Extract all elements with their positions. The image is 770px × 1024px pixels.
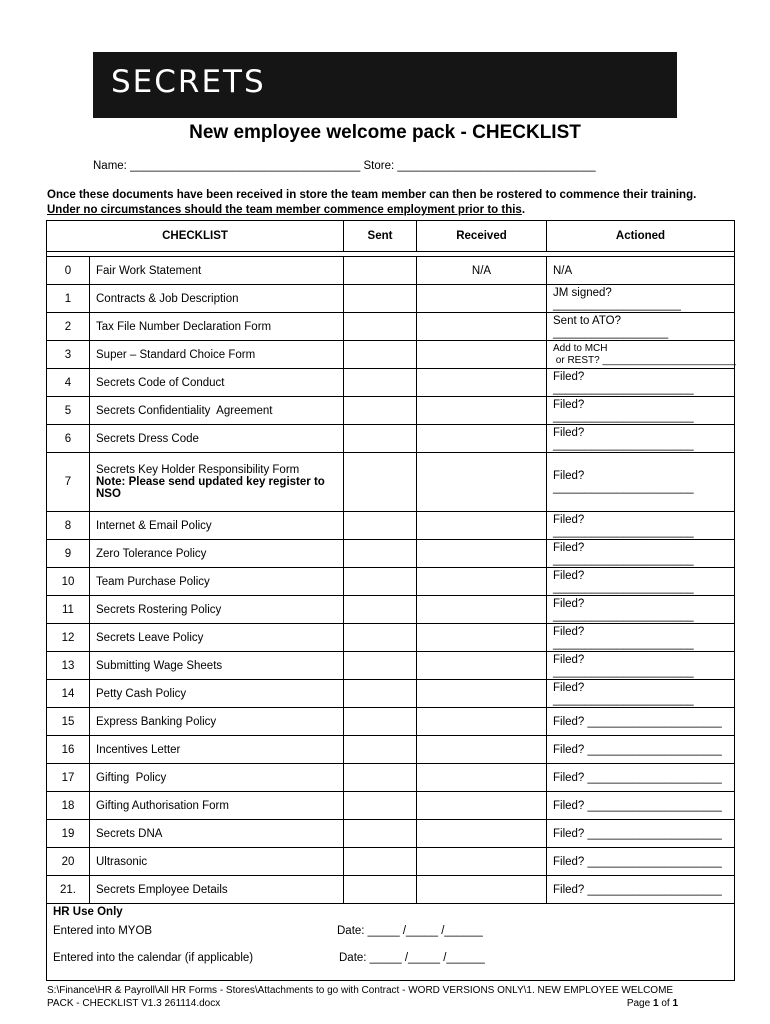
table-row — [47, 876, 735, 904]
row-sent[interactable] — [344, 540, 417, 568]
row-number: 13 — [47, 652, 90, 680]
row-actioned[interactable]: Filed? _____________________ — [547, 736, 735, 764]
row-item: Secrets Rostering Policy — [90, 596, 344, 624]
actioned-line-1: Add to MCH — [553, 342, 608, 354]
hr-date-field[interactable]: Date: _____ /_____ /______ — [339, 952, 485, 964]
row-item-text: Secrets Key Holder Responsibility Form — [96, 464, 300, 476]
hr-date-field[interactable]: Date: _____ /_____ /______ — [337, 925, 483, 937]
table-row — [47, 680, 735, 708]
hr-row-calendar — [53, 945, 728, 972]
instruction-line-1: Once these documents have been received in store the team member can then be rostered to commence their training. — [47, 189, 697, 201]
row-item: Gifting Authorisation Form — [90, 792, 344, 820]
row-sent[interactable] — [344, 425, 417, 453]
row-item: Secrets Leave Policy — [90, 624, 344, 652]
row-item: Internet & Email Policy — [90, 512, 344, 540]
row-actioned[interactable]: Filed? ______________________ — [547, 568, 735, 596]
row-received[interactable] — [417, 820, 547, 848]
footer-path-line-1: S:\Finance\HR & Payroll\All HR Forms - Stores\Attachments to go with Contract - WORD VERSIONS ONLY\1. NEW EMPLOYEE WELCOME — [47, 985, 674, 996]
row-sent[interactable] — [344, 792, 417, 820]
row-number: 10 — [47, 568, 90, 596]
row-actioned[interactable]: JM signed? ____________________ — [547, 285, 735, 313]
row-received[interactable] — [417, 624, 547, 652]
row-sent[interactable] — [344, 708, 417, 736]
row-actioned[interactable]: Filed? _____________________ — [547, 792, 735, 820]
row-received[interactable] — [417, 425, 547, 453]
table-row — [47, 453, 735, 512]
hr-row-label: Entered into the calendar (if applicable) — [53, 952, 254, 964]
table-row — [47, 708, 735, 736]
page-total: 1 — [672, 998, 678, 1009]
row-item — [90, 453, 344, 512]
table-row — [47, 313, 735, 341]
row-number: 14 — [47, 680, 90, 708]
row-item: Tax File Number Declaration Form — [90, 313, 344, 341]
row-item: Fair Work Statement — [90, 257, 344, 285]
row-sent[interactable] — [344, 369, 417, 397]
row-received[interactable] — [417, 596, 547, 624]
row-received[interactable] — [417, 652, 547, 680]
row-number: 18 — [47, 792, 90, 820]
hr-row-myob — [53, 918, 728, 945]
row-sent[interactable] — [344, 313, 417, 341]
row-sent[interactable] — [344, 257, 417, 285]
instruction-period: . — [521, 204, 526, 216]
footer-path-line-2: PACK - CHECKLIST V1.3 261114.docx — [47, 998, 221, 1009]
table-row — [47, 285, 735, 313]
row-actioned[interactable]: Filed? ______________________ — [547, 397, 735, 425]
row-item: Team Purchase Policy — [90, 568, 344, 596]
instruction-line-2 — [47, 204, 525, 216]
table-row — [47, 257, 735, 285]
row-sent[interactable] — [344, 876, 417, 904]
row-actioned[interactable]: Filed? ______________________ — [547, 425, 735, 453]
row-received[interactable] — [417, 512, 547, 540]
header-received: Received — [417, 221, 547, 252]
row-number: 3 — [47, 341, 90, 369]
row-number: 21. — [47, 876, 90, 904]
hr-use-title: HR Use Only — [53, 906, 123, 918]
brand-logo: SECRETS — [111, 64, 266, 100]
row-sent[interactable] — [344, 568, 417, 596]
row-number: 19 — [47, 820, 90, 848]
row-number: 15 — [47, 708, 90, 736]
row-actioned[interactable]: Filed? _____________________ — [547, 764, 735, 792]
row-actioned[interactable]: Filed? ______________________ — [547, 540, 735, 568]
row-item: Gifting Policy — [90, 764, 344, 792]
checklist-table — [46, 220, 735, 981]
row-number: 6 — [47, 425, 90, 453]
page-label: Page — [626, 998, 651, 1009]
row-actioned[interactable]: Sent to ATO? __________________ — [547, 313, 735, 341]
row-number: 8 — [47, 512, 90, 540]
table-row — [47, 652, 735, 680]
table-row — [47, 792, 735, 820]
row-received[interactable] — [417, 680, 547, 708]
row-number: 16 — [47, 736, 90, 764]
row-actioned[interactable]: Filed? ______________________ — [547, 369, 735, 397]
row-actioned[interactable]: Filed? ______________________ — [547, 652, 735, 680]
row-received[interactable] — [417, 453, 547, 512]
row-received[interactable] — [417, 848, 547, 876]
instruction-underlined: Under no circumstances should the team member commence employment prior to this — [47, 204, 522, 216]
page-number — [627, 998, 678, 1009]
header-actioned: Actioned — [547, 221, 735, 252]
row-sent[interactable] — [344, 848, 417, 876]
table-row — [47, 397, 735, 425]
row-received[interactable] — [417, 285, 547, 313]
table-row — [47, 764, 735, 792]
row-item: Secrets Dress Code — [90, 425, 344, 453]
row-item: Ultrasonic — [90, 848, 344, 876]
row-number: 7 — [47, 453, 90, 512]
row-number: 5 — [47, 397, 90, 425]
row-item: Secrets DNA — [90, 820, 344, 848]
table-row — [47, 425, 735, 453]
row-received[interactable]: N/A — [417, 257, 547, 285]
row-number: 17 — [47, 764, 90, 792]
table-row — [47, 820, 735, 848]
row-number: 11 — [47, 596, 90, 624]
row-actioned[interactable]: Filed? _____________________ — [547, 876, 735, 904]
page-of: of — [661, 998, 670, 1009]
table-row — [47, 512, 735, 540]
table-row — [47, 596, 735, 624]
row-item: Contracts & Job Description — [90, 285, 344, 313]
row-actioned[interactable]: Filed? ______________________ — [547, 596, 735, 624]
row-item: Secrets Code of Conduct — [90, 369, 344, 397]
row-received[interactable] — [417, 369, 547, 397]
row-number: 2 — [47, 313, 90, 341]
header-checklist: CHECKLIST — [47, 221, 344, 252]
page-current: 1 — [652, 998, 659, 1009]
row-number: 20 — [47, 848, 90, 876]
row-received[interactable] — [417, 764, 547, 792]
row-item: Secrets Confidentiality Agreement — [90, 397, 344, 425]
table-row — [47, 369, 735, 397]
row-sent[interactable] — [344, 736, 417, 764]
row-item: Zero Tolerance Policy — [90, 540, 344, 568]
row-received[interactable] — [417, 313, 547, 341]
row-received[interactable] — [417, 792, 547, 820]
table-row — [47, 341, 735, 369]
row-actioned[interactable]: N/A — [547, 257, 735, 285]
row-item: Secrets Employee Details — [90, 876, 344, 904]
row-number: 1 — [47, 285, 90, 313]
row-actioned[interactable]: Filed? _____________________ — [547, 848, 735, 876]
hr-row-label: Entered into MYOB — [53, 925, 153, 937]
row-item: Incentives Letter — [90, 736, 344, 764]
row-item: Super – Standard Choice Form — [90, 341, 344, 369]
row-actioned[interactable]: Filed? _____________________ — [547, 820, 735, 848]
row-sent[interactable] — [344, 596, 417, 624]
table-row — [47, 736, 735, 764]
row-received[interactable] — [417, 397, 547, 425]
row-actioned[interactable]: Filed? ______________________ — [547, 512, 735, 540]
row-item: Petty Cash Policy — [90, 680, 344, 708]
row-actioned[interactable]: Filed? ______________________ — [547, 680, 735, 708]
row-actioned[interactable]: Filed? ______________________ — [547, 453, 735, 512]
row-actioned[interactable]: Filed? ______________________ — [547, 624, 735, 652]
actioned-line-2: or REST? ________________________ — [553, 354, 736, 366]
row-number: 0 — [47, 257, 90, 285]
row-sent[interactable] — [344, 341, 417, 369]
row-sent[interactable] — [344, 820, 417, 848]
name-store-field: Name: ____________________________________ Store: _______________________________ — [93, 160, 596, 172]
row-received[interactable] — [417, 341, 547, 369]
row-sent[interactable] — [344, 285, 417, 313]
page-title: New employee welcome pack - CHECKLIST — [189, 122, 581, 143]
row-received[interactable] — [417, 736, 547, 764]
table-header-row — [47, 221, 735, 252]
row-received[interactable] — [417, 708, 547, 736]
row-sent[interactable] — [344, 397, 417, 425]
row-number: 9 — [47, 540, 90, 568]
row-item: Submitting Wage Sheets — [90, 652, 344, 680]
hr-use-section — [47, 904, 735, 981]
row-received[interactable] — [417, 876, 547, 904]
row-number: 12 — [47, 624, 90, 652]
table-row — [47, 624, 735, 652]
row-actioned[interactable] — [547, 341, 735, 369]
row-received[interactable] — [417, 540, 547, 568]
row-number: 4 — [47, 369, 90, 397]
table-row — [47, 848, 735, 876]
row-sent[interactable] — [344, 680, 417, 708]
row-received[interactable] — [417, 568, 547, 596]
header-sent: Sent — [344, 221, 417, 252]
row-sent[interactable] — [344, 512, 417, 540]
table-row — [47, 568, 735, 596]
logo-banner — [93, 52, 677, 118]
hr-use-cell — [47, 904, 735, 981]
table-row — [47, 540, 735, 568]
row-sent[interactable] — [344, 764, 417, 792]
row-sent[interactable] — [344, 624, 417, 652]
row-item-note: Note: Please send updated key register to NSO — [96, 476, 325, 500]
row-actioned[interactable]: Filed? _____________________ — [547, 708, 735, 736]
row-sent[interactable] — [344, 652, 417, 680]
row-item: Express Banking Policy — [90, 708, 344, 736]
row-sent[interactable] — [344, 453, 417, 512]
